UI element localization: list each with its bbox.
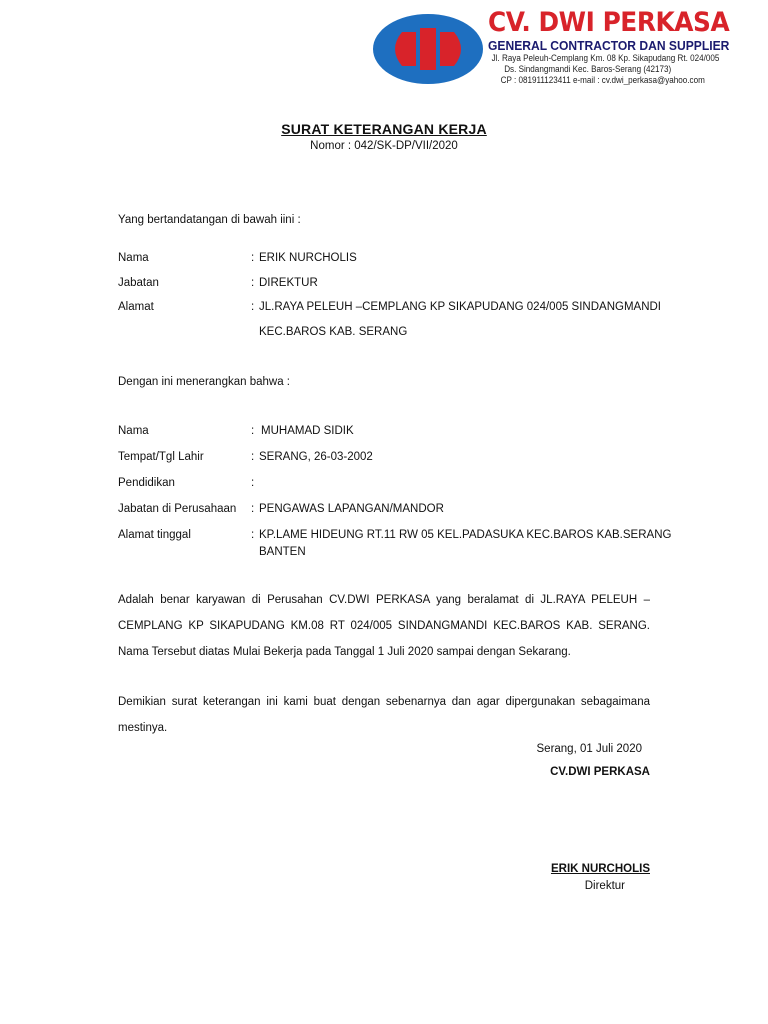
employee-address-line2: BANTEN bbox=[259, 546, 306, 558]
colon: : bbox=[251, 503, 255, 515]
company-tagline: GENERAL CONTRACTOR DAN SUPPLIER bbox=[488, 38, 730, 53]
signer-address-label: Alamat bbox=[118, 301, 154, 313]
employee-birth-value: SERANG, 26-03-2002 bbox=[259, 451, 373, 463]
body-paragraph: Adalah benar karyawan di Perusahan CV.DWI PERKASA yang beralamat di JL.RAYA PELEUH – CEMPLANG KP SIKAPUDANG KM.08 RT 024/005 SINDANGMANDI KEC.BAROS KAB. SERANG. Nama Tersebut diatas Mulai Bekerja pada Tanggal 1 Juli 2020 sampai dengan Sekarang. bbox=[118, 594, 650, 658]
intro-employee: Dengan ini menerangkan bahwa : bbox=[118, 376, 290, 388]
signer-title: Direktur bbox=[584, 880, 625, 892]
company-address-line2: Ds. Sindangmandi Kec. Baros-Serang (42173) bbox=[504, 64, 672, 74]
employee-name-value: MUHAMAD SIDIK bbox=[261, 425, 354, 437]
intro-signer: Yang bertandatangan di bawah iini : bbox=[118, 214, 301, 226]
colon: : bbox=[251, 451, 255, 463]
employee-education-label: Pendidikan bbox=[118, 477, 175, 489]
colon: : bbox=[251, 301, 255, 313]
closing-paragraph: Demikian surat keterangan ini kami buat dengan sebenarnya dan agar dipergunakan sebagaimana mestinya. bbox=[118, 696, 650, 734]
colon: : bbox=[251, 425, 255, 437]
signer-position-label: Jabatan bbox=[118, 277, 159, 289]
colon: : bbox=[251, 277, 255, 289]
company-contact: CP : 081911123411 e-mail : cv.dwi_perkasa@yahoo.com bbox=[500, 75, 705, 85]
colon: : bbox=[251, 252, 255, 264]
employee-job-value: PENGAWAS LAPANGAN/MANDOR bbox=[259, 503, 444, 515]
letterhead bbox=[488, 8, 758, 86]
colon: : bbox=[251, 477, 255, 489]
signer-name-value: ERIK NURCHOLIS bbox=[259, 252, 357, 264]
logo-mark-center bbox=[420, 28, 436, 70]
signer-address-line2: KEC.BAROS KAB. SERANG bbox=[259, 326, 408, 338]
company-logo bbox=[372, 12, 484, 86]
employee-name-label: Nama bbox=[118, 425, 149, 437]
employee-address-label: Alamat tinggal bbox=[118, 529, 191, 541]
place-date: Serang, 01 Juli 2020 bbox=[536, 743, 642, 755]
employee-birth-label: Tempat/Tgl Lahir bbox=[118, 451, 204, 463]
signer-name: ERIK NURCHOLIS bbox=[550, 863, 650, 875]
company-name: CV. DWI PERKASA bbox=[488, 7, 730, 38]
signer-position-value: DIREKTUR bbox=[259, 277, 318, 289]
company-sign: CV.DWI PERKASA bbox=[550, 766, 650, 778]
signer-address-line1: JL.RAYA PELEUH –CEMPLANG KP SIKAPUDANG 024/005 SINDANGMANDI bbox=[259, 301, 662, 313]
employee-job-label: Jabatan di Perusahaan bbox=[118, 503, 237, 515]
colon: : bbox=[251, 529, 255, 541]
signer-name-label: Nama bbox=[118, 252, 149, 264]
document-title: SURAT KETERANGAN KERJA bbox=[281, 121, 487, 137]
document-number: Nomor : 042/SK-DP/VII/2020 bbox=[310, 140, 458, 152]
company-address-line1: Jl. Raya Peleuh-Cemplang Km. 08 Kp. Sikapudang Rt. 024/005 bbox=[491, 53, 720, 63]
employee-address-line1: KP.LAME HIDEUNG RT.11 RW 05 KEL.PADASUKA KEC.BAROS KAB.SERANG bbox=[259, 529, 672, 541]
